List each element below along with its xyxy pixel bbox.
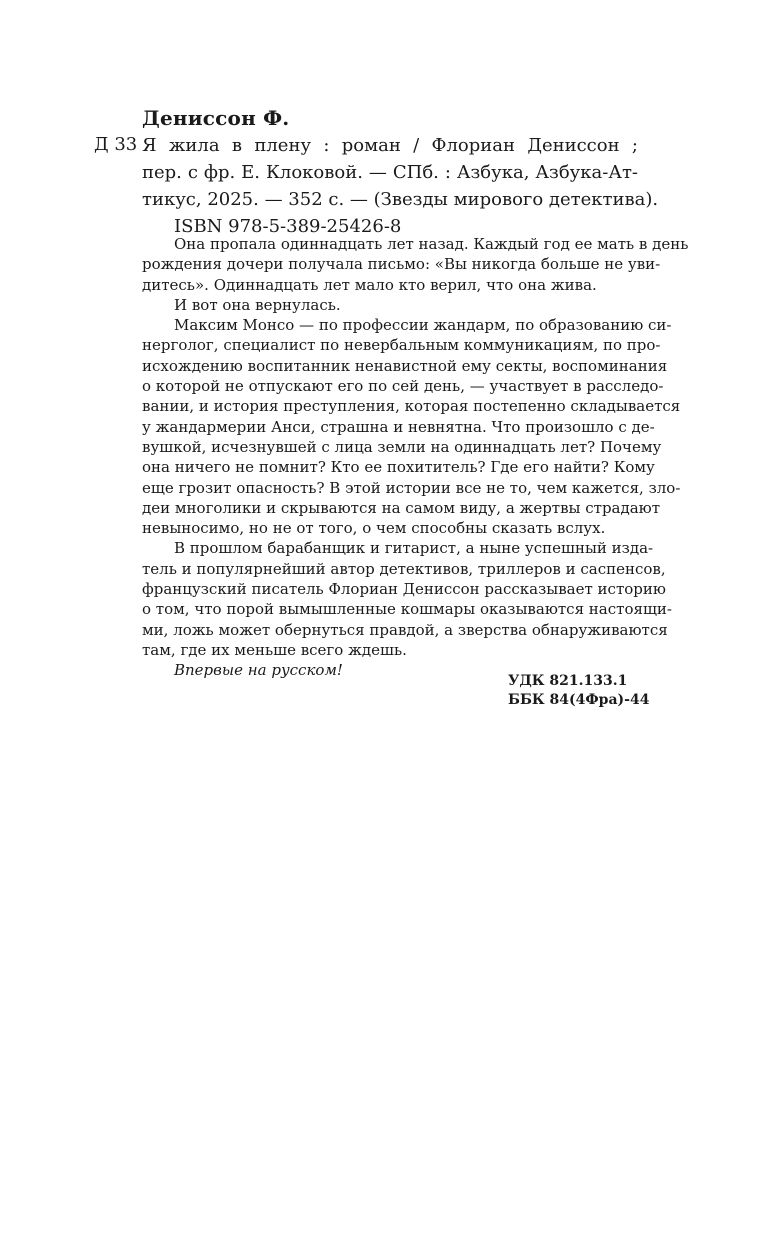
bbk-code: ББК 84(4Фра)-44 xyxy=(508,692,650,708)
bibliographic-line: пер. с фр. Е. Клоковой. — СПб. : Азбука, Азбука-Ат- xyxy=(142,162,638,183)
bibliographic-line: Я жила в плену : роман / Флориан Дениссон ; xyxy=(142,135,638,156)
annotation-line: В прошлом барабанщик и гитарист, а ныне успешный изда- xyxy=(174,539,654,558)
annotation-line: рождения дочери получала письмо: «Вы никогда больше не уви- xyxy=(142,255,661,274)
catalog-code: Д 33 xyxy=(94,134,138,155)
annotation-line: о том, что порой вымышленные кошмары оказываются настоящи- xyxy=(142,600,672,619)
annotation-line: у жандармерии Анси, страшна и невнятна. Что произошло с де- xyxy=(142,417,655,436)
annotation-paragraph xyxy=(142,315,681,538)
annotation-line: там, где их меньше всего ждешь. xyxy=(142,640,407,659)
annotation-line: ми, ложь может обернуться правдой, а зверства обнаруживаются xyxy=(142,620,668,639)
bibliographic-record xyxy=(142,132,659,240)
annotation-line: исхождению воспитанник ненавистной ему секты, воспоминания xyxy=(142,356,668,375)
isbn: ISBN 978-5-389-25426-8 xyxy=(174,216,402,237)
annotation-paragraph xyxy=(142,295,638,315)
annotation-line: вании, и история преступления, которая постепенно складывается xyxy=(142,397,681,416)
tagline: Впервые на русском! xyxy=(174,661,343,680)
annotation-line: Максим Монсо — по профессии жандарм, по образованию си- xyxy=(174,316,672,335)
classification-codes xyxy=(508,672,649,710)
annotation-line: невыносимо, но не от того, о чем способны сказать вслух. xyxy=(142,519,606,538)
annotation-line: французский писатель Флориан Дениссон рассказывает историю xyxy=(142,580,666,599)
annotation-line: деи многолики и скрываются на самом виду, а жертвы страдают xyxy=(142,498,661,517)
annotation-line: Она пропала одиннадцать лет назад. Каждый год ее мать в день xyxy=(174,235,689,253)
annotation-line: тель и популярнейший автор детективов, триллеров и саспенсов, xyxy=(142,559,666,578)
annotation-line: еще грозит опасность? В этой истории все не то, чем кажется, зло- xyxy=(142,478,681,497)
annotation-line: дитесь». Одиннадцать лет мало кто верил, что она жива. xyxy=(142,275,597,294)
annotation-paragraph xyxy=(142,538,672,660)
annotation-line: И вот она вернулась. xyxy=(174,295,341,314)
annotation-line: вушкой, исчезнувшей с лица земли на одиннадцать лет? Почему xyxy=(142,437,662,456)
annotation-line: она ничего не помнит? Кто ее похититель? Где его найти? Кому xyxy=(142,458,655,477)
annotation-line: о которой не отпускают его по сей день, — участвует в расследо- xyxy=(142,377,664,396)
annotation xyxy=(142,234,689,681)
bibliographic-line: тикус, 2025. — 352 с. — (Звезды мирового детектива). xyxy=(142,189,659,210)
author-heading: Дениссон Ф. xyxy=(142,106,290,130)
annotation-paragraph xyxy=(142,234,689,295)
udk-code: УДК 821.133.1 xyxy=(508,673,628,689)
annotation-line: нерголог, специалист по невербальным коммуникациям, по про- xyxy=(142,336,661,355)
